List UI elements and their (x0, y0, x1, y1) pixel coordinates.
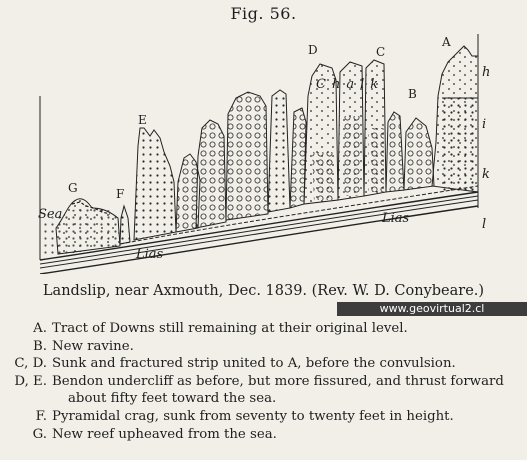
landslip-cross-section (28, 32, 498, 274)
legend-key: D, E. (14, 373, 47, 389)
figure-title: Fig. 56. (230, 4, 297, 23)
legend-key: C, D. (14, 356, 47, 372)
label-c: C (376, 45, 386, 59)
legend-text: about fifty feet toward the sea. (68, 391, 277, 407)
label-k: k (482, 167, 490, 182)
legend-item-cd (0, 355, 527, 373)
legend-key: B. (33, 338, 47, 354)
cross-section-drawing (28, 32, 498, 274)
label-l: l (482, 217, 487, 232)
legend-key: A. (33, 321, 47, 336)
label-chalk: Chalk (316, 77, 385, 92)
legend-text: Tract of Downs still remaining at their original level. (52, 321, 408, 336)
legend-text: New reef upheaved from the sea. (52, 426, 277, 442)
legend-item-f (0, 408, 527, 426)
ravine-b (404, 118, 434, 190)
label-lias-left: Lias (136, 247, 164, 262)
legend-text: New ravine. (52, 338, 134, 354)
legend-key: G. (32, 426, 47, 442)
legend-text: Pyramidal crag, sunk from seventy to twenty feet in height. (52, 408, 454, 424)
watermark-banner: www.geovirtual2.cl (337, 302, 527, 316)
label-e: E (138, 113, 147, 127)
label-a: A (442, 35, 451, 49)
label-i: i (482, 117, 487, 132)
legend-item-a (0, 320, 527, 338)
legend-item-de (0, 373, 527, 391)
legend-text: Sunk and fractured strip united to A, before the convulsion. (52, 356, 456, 372)
label-lias-right: Lias (382, 211, 410, 226)
figure-caption: Landslip, near Axmouth, Dec. 1839. (Rev. W. D. Conybeare.) (42, 283, 485, 299)
label-d: D (308, 43, 318, 57)
legend-item-b (0, 338, 527, 356)
label-b: B (408, 87, 417, 101)
label-h: h (482, 65, 491, 80)
label-f: F (116, 187, 125, 201)
crag-f (120, 206, 130, 244)
label-g: G (68, 181, 78, 195)
legend-text: Bendon undercliff as before, but more fissured, and thrust forward (52, 373, 504, 389)
legend-item-de-continued (0, 390, 527, 408)
legend-item-g (0, 426, 527, 444)
label-sea: Sea (38, 207, 63, 222)
legend-key: F. (35, 408, 47, 424)
legend (0, 320, 527, 443)
undercliff-e (134, 128, 176, 240)
